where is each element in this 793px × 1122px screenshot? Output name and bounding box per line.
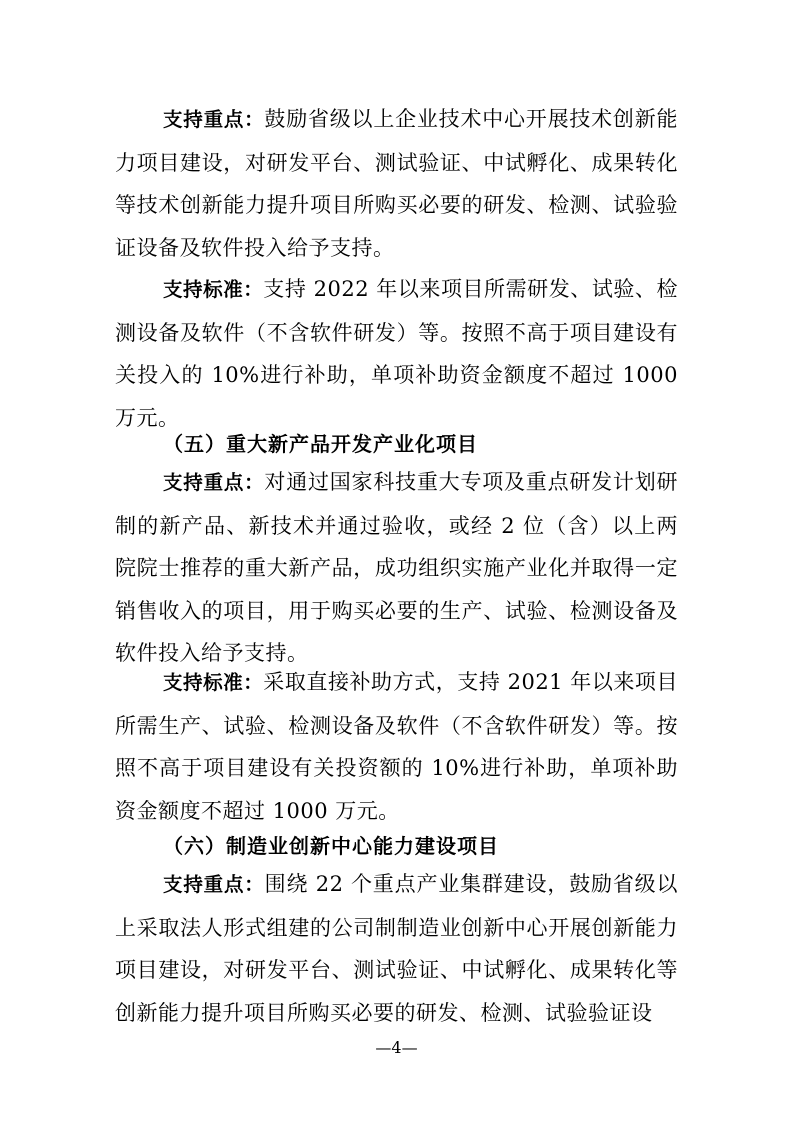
paragraph-label: 支持重点： (163, 471, 265, 494)
paragraph-text: 采取直接补助方式，支持 2021 年以来项目所需生产、试验、检测设备及软件（不含软件研发）等。按照不高于项目建设有关投资额的 10%进行补助，单项补助资金额度不超过 1000 万元。 (115, 670, 678, 823)
paragraph-label: 支持标准： (163, 671, 264, 694)
paragraph-text: 支持 2022 年以来项目所需研发、试验、检测设备及软件（不含软件研发）等。按照不高于项目建设有关投入的 10%进行补助，单项补助资金额度不超过 1000 万元。 (115, 277, 678, 430)
page-number: —4— (375, 1038, 418, 1057)
paragraph-support-focus-innovation-center (115, 863, 678, 1034)
paragraph-text: 对通过国家科技重大专项及重点研发计划研制的新产品、新技术并通过验收，或经 2 位（含）以上两院院士推荐的重大新产品，成功组织实施产业化并取得一定销售收入的项目，用于购买必要的生产、试验、检测设备及软件投入给予支持。 (115, 470, 678, 665)
section-heading-6: （六）制造业创新中心能力建设项目 (163, 834, 499, 858)
paragraph-label: 支持重点： (163, 873, 265, 896)
paragraph-support-standard-new-product (115, 661, 678, 832)
paragraph-support-focus-new-product (115, 461, 678, 675)
paragraph-support-focus-tech-center (115, 98, 678, 269)
paragraph-support-standard-tech-center (115, 268, 678, 439)
section-heading-5: （五）重大新产品开发产业化项目 (163, 432, 478, 456)
paragraph-text: 围绕 22 个重点产业集群建设，鼓励省级以上采取法人形式组建的公司制制造业创新中心开展创新能力项目建设，对研发平台、测试验证、中试孵化、成果转化等创新能力提升项目所购买必要的研发、检测、试验验证设 (115, 872, 678, 1025)
paragraph-text: 鼓励省级以上企业技术中心开展技术创新能力项目建设，对研发平台、测试验证、中试孵化、成果转化等技术创新能力提升项目所购买必要的研发、检测、试验验证设备及软件投入给予支持。 (115, 107, 678, 260)
paragraph-label: 支持标准： (163, 278, 264, 301)
paragraph-label: 支持重点： (163, 108, 265, 131)
